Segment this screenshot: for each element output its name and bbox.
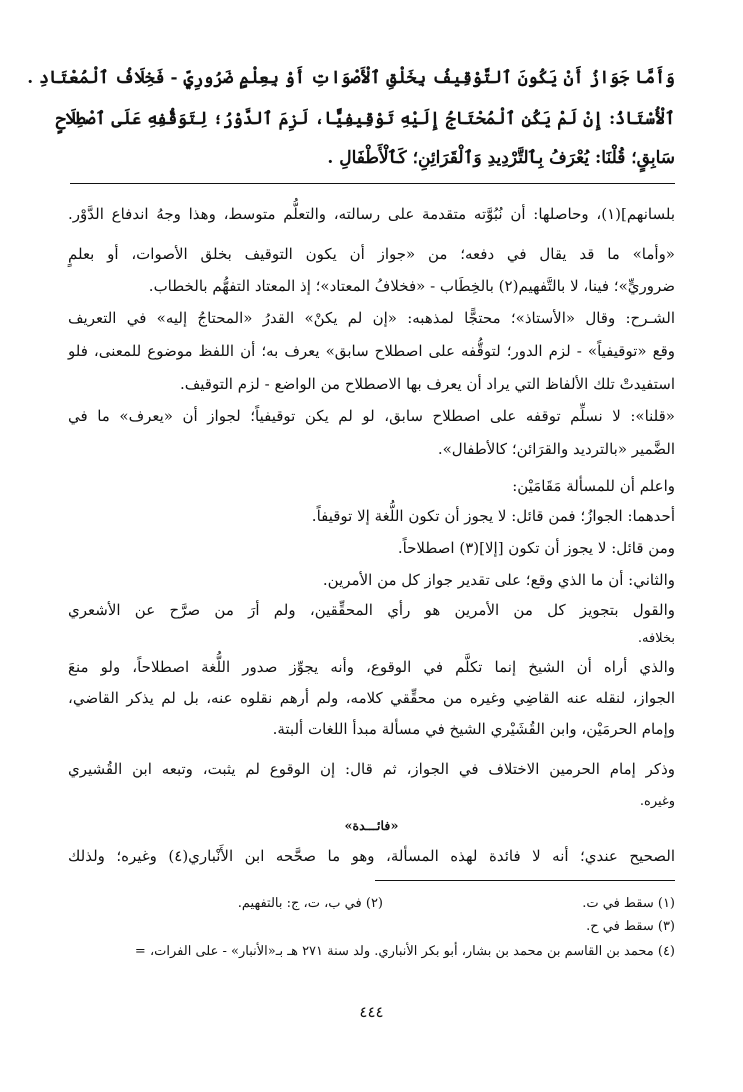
body-line-12: والثاني: أن ما الذي وقع؛ على تقدير جواز كل من الأمرين. (322, 571, 675, 589)
body-line-13: والقول بتجويز كل من الأمرين هو رأي المحقِّقين، ولم أرَ من صرَّح عن الأشعري (68, 601, 675, 619)
body-line-7: «قلنا»: لا نسلِّم توقفه على اصطلاح سابق، لو لم يكن توقيفياً؛ لجواز أن «يعرف» ما في (68, 407, 675, 425)
body-line-17: وإمام الحرمَيْن، وابن القُشَيْري الشيخ في مسألة مبدأ اللغات ألبتة. (272, 720, 675, 738)
footnote-2: (٢) في ب، ت، ج: بالتفهيم. (237, 896, 383, 911)
body-line-10: أحدهما: الجوازُ؛ فمن قائل: لا يجوز أن تكون اللُّغة إلا توقيفاً. (311, 507, 675, 525)
body-line-9: واعلم أن للمسألة مَقَامَيْن: (512, 477, 675, 495)
page-number: ٤٤٤ (359, 1003, 384, 1021)
matn-line-2: ٱلْأُسْتَاذُ: إِنْ لَمْ يَكُنِ ٱلْمُحْتَاجُ إِلَيْهِ تَوْقِيفِيًّا، لَزِمَ ٱلدَّوْرُ؛ لِتَوَقُّفِهِ عَلَى ٱصْطِلَاحٍ (55, 109, 675, 129)
body-line-18: وذكر إمام الحرمين الاختلاف في الجواز، ثم قال: إن الوقوع لم يثبت، وتبعه ابن القُشيري (68, 760, 675, 778)
body-line-1: بلسانهم](١)، وحاصلها: أن نُبُوَّته متقدمة على رسالته، والتعلُّم متوسط، وهذا وجهُ اندفاع الدَّوْر. (68, 205, 675, 223)
body-line-6: استفيدتْ تلك الألفاظ التي يراد أن يعرف بها الاصطلاح من الواضع - لزم التوقيف. (179, 375, 675, 393)
body-line-19: وغيره. (639, 794, 675, 809)
matn-line-3: سَابِقٍ؛ قُلْنَا: يُعْرَفُ بِٱلتَّرْدِيدِ وَٱلْقَرَائِنِ؛ كَٱلْأَطْفَالِ . (327, 148, 675, 168)
body-line-8: الضَّمير «بالترديد والقرَائن؛ كالأطفال». (437, 440, 675, 458)
footnote-3: (٣) سقط في ح. (586, 919, 675, 934)
body-line-11: ومن قائل: لا يجوز أن تكون [إلا](٣) اصطلاحاً. (397, 539, 675, 557)
body-line-2: «وأما» ما قد يقال في دفعه؛ من «جواز أن يكون التوقيف بخلق الأصوات، أو بعلمٍ (68, 245, 675, 263)
faida-heading: «فائـــدة» (344, 818, 399, 833)
footnote-4: (٤) محمد بن القاسم بن محمد بن بشار، أبو بكر الأنباري. ولد سنة ٢٧١ هـ بـ«الأنبار» - على الفرات، = (134, 944, 675, 959)
body-line-20: الصحيح عندي؛ أنه لا فائدة لهذه المسألة، وهو ما صحَّحه ابن الأَنْباري(٤) وغيره؛ ولذلك (68, 847, 675, 865)
body-line-4-sharh: الشـرح: وقال «الأستاذ»؛ محتجًّا لمذهبه: «إن لم يكنْ» القدرُ «المحتاجُ إليه» في التعريف (68, 309, 675, 327)
body-line-14: بخلافه. (637, 631, 675, 646)
footnote-separator-rule (375, 880, 675, 881)
footnote-1: (١) سقط في ت. (582, 896, 675, 911)
body-line-15: والذي أراه أن الشيخ إنما تكلَّم في الوقوع، وأنه يجوِّز صدور اللُّغة اصطلاحاً، ولو منعَ (68, 658, 675, 676)
matn-separator-rule (70, 183, 675, 184)
body-line-3: ضروريٍّ»؛ فينا، لا بالتَّفهيم(٢) بالخِطَاب - «فخلافُ المعتاد»؛ إذ المعتاد التفهُّم بالخطاب. (148, 277, 675, 295)
body-line-16: الجواز، لنقله عنه القاضِي وغيره من محقِّقي كلامه، ولم أرهم نقلوه عنه، بل لم يذكر القاضي، (68, 689, 675, 707)
matn-line-1: وَأَمَّا جَوَازُ أَنْ يَكُونَ ٱلتَّوْقِيفُ بِخَلْقِ ٱلْأَصْوَاتِ أَوْ بِعِلْمٍ ضَرُورِيٍّ - فَخِلَافُ ٱلْمُعْتَادِ . (27, 68, 675, 88)
body-line-5: وقع «توقيفياً» - لزم الدور؛ لتوقُّفه على اصطلاح سابق» يعرف به؛ أن اللفظ موضوع للمعنى، فلو (68, 342, 675, 360)
